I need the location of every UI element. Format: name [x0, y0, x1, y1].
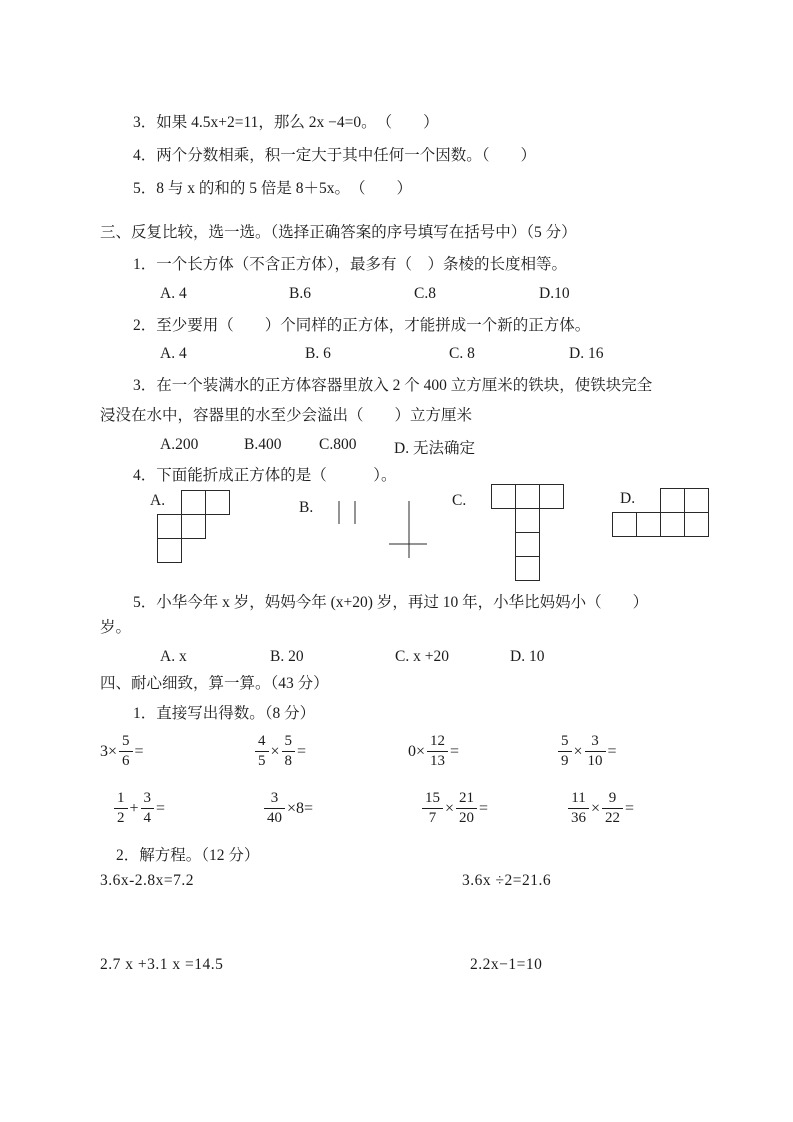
section3-title: 三、反复比较，选一选。（选择正确答案的序号填写在括号中）（5 分）: [100, 224, 577, 241]
net-a-label: A.: [150, 492, 166, 509]
q1-option-c: C.8: [414, 285, 436, 302]
calc-item: $\frac{4}{5}$ × $\frac{5}{8}$ =: [253, 733, 306, 771]
q5-option-a: A. x: [160, 648, 187, 665]
q5-option-d: D. 10: [510, 648, 545, 665]
q3-text-line1: 3．在一个装满水的正方体容器里放入 2 个 400 立方厘米的铁块，使铁块完全: [133, 377, 653, 394]
q1-text: 1．一个长方体（不含正方体），最多有（ ）条棱的长度相等。: [133, 256, 568, 273]
cube-net-b-diagram: [333, 498, 429, 567]
calc-item: $\frac{11}{36}$ × $\frac{9}{22}$ =: [566, 790, 634, 828]
q5-option-b: B. 20: [270, 648, 304, 665]
q2-option-b: B. 6: [305, 345, 331, 362]
calc-item: $\frac{15}{7}$ × $\frac{21}{20}$ =: [420, 790, 488, 828]
q5-option-c: C. x +20: [395, 648, 449, 665]
judge-item-5: 5．8 与 x 的和的 5 倍是 8＋5x。 （ ）: [133, 180, 413, 197]
judge-item-3: 3．如果 4.5x+2=11，那么 2x −4=0。 （ ）: [133, 114, 439, 131]
calc-item: $\frac{5}{9}$ × $\frac{3}{10}$ =: [556, 733, 617, 771]
q1-option-b: B.6: [289, 285, 311, 302]
section4-title: 四、耐心细致，算一算。（43 分）: [100, 675, 329, 692]
equation-3: 2.7 x +3.1 x =14.5: [100, 956, 224, 973]
q3-option-a: A.200: [160, 436, 199, 453]
calc-item: 3× $\frac{5}{6}$ =: [100, 733, 144, 770]
net-b-label: B.: [299, 499, 314, 516]
equation-4: 2.2x−1=10: [470, 956, 543, 973]
net-c-label: C.: [452, 492, 467, 509]
q1-option-a: A. 4: [160, 285, 187, 302]
q3-option-d: D. 无法确定: [394, 440, 475, 457]
equation-2: 3.6x ÷2=21.6: [462, 872, 552, 889]
q5-text-line1: 5．小华今年 x 岁，妈妈今年 (x+20) 岁，再过 10 年，小华比妈妈小（ ）: [133, 594, 649, 611]
calc-item: $\frac{3}{40}$ ×8=: [262, 790, 313, 828]
q1-option-d: D.10: [539, 285, 570, 302]
section4-sub2: 2．解方程。（12 分）: [116, 847, 260, 864]
q3-text-line2: 浸没在水中，容器里的水至少会溢出（ ）立方厘米: [100, 407, 473, 424]
q2-option-a: A. 4: [160, 345, 187, 362]
q2-option-d: D. 16: [569, 345, 604, 362]
section4-sub1: 1．直接写出得数。（8 分）: [133, 705, 316, 722]
calc-item: $\frac{1}{2}$ + $\frac{3}{4}$ =: [112, 790, 165, 828]
q2-option-c: C. 8: [449, 345, 475, 362]
net-d-label: D.: [620, 490, 636, 507]
equation-1: 3.6x-2.8x=7.2: [100, 872, 195, 889]
q2-text: 2．至少要用（ ）个同样的正方体，才能拼成一个新的正方体。: [133, 317, 591, 334]
q5-text-line2: 岁。: [100, 619, 132, 636]
q4-text: 4．下面能折成正方体的是（ ）。: [133, 467, 397, 484]
calc-item: 0× $\frac{12}{13}$ =: [408, 733, 460, 770]
q3-option-b: B.400: [244, 436, 282, 453]
judge-item-4: 4．两个分数相乘，积一定大于其中任何一个因数。（ ）: [133, 147, 537, 164]
q3-option-c: C.800: [319, 436, 357, 453]
